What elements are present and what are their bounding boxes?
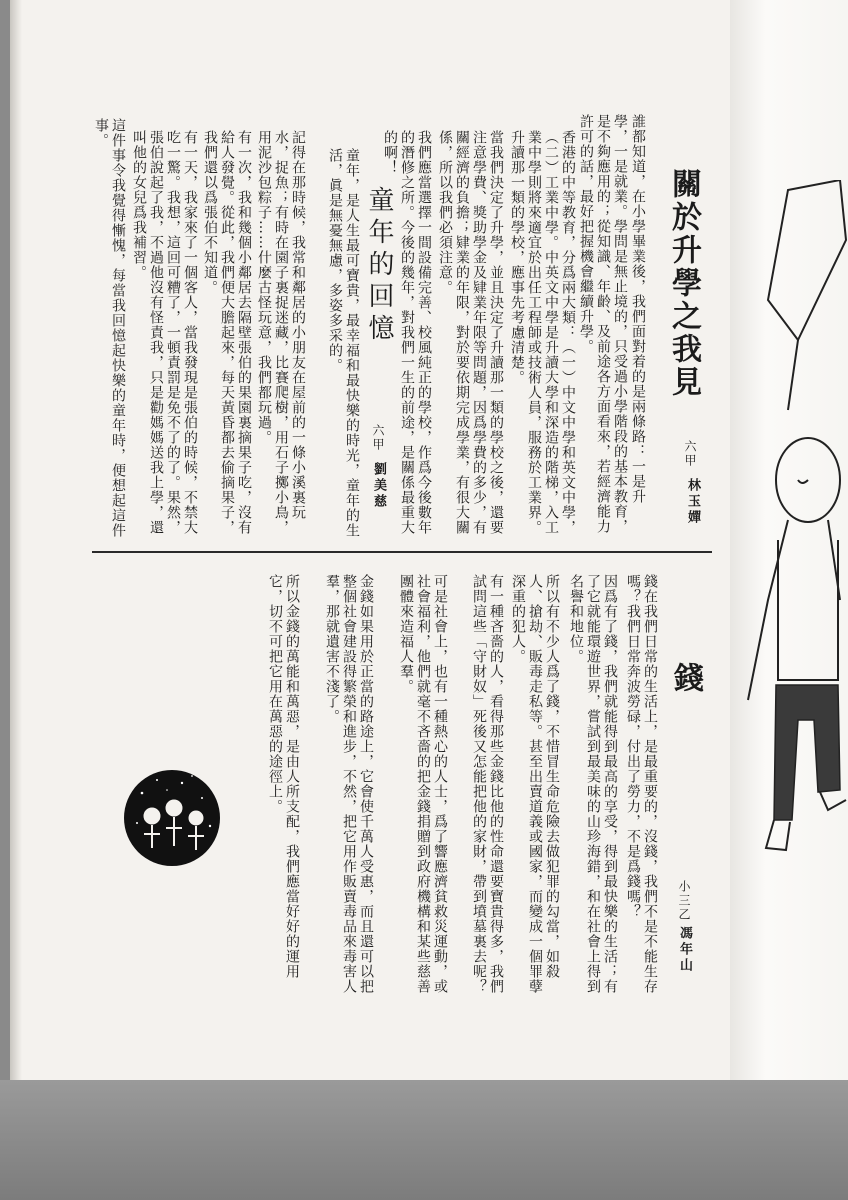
article1-byline-class: 六甲	[683, 440, 697, 468]
article2-paragraph-2: 記得在那時候，我常和鄰居的小朋友在屋前的一條小溪裏玩水，捉魚；有時在園子裏捉迷藏，比賽爬樹，用石子擲小鳥，用泥沙包粽子……什麼古怪玩意，我們都玩過。	[256, 130, 306, 535]
article3-paragraph-3: 所以有不少人爲了錢，不惜冒生命危險去做犯罪的勾當，如殺人、搶劫、販毒走私等。甚至出賣道義或國家，而變成一個罪孽深重的犯人。	[510, 574, 560, 994]
article3-byline-name: 馮年山	[677, 926, 692, 974]
article2-paragraph-4: 有一天，我家來了一個客人，當我發現是張伯的時候，不禁大吃一驚。我想，這回可糟了，一頓責罰是免不了的了。果然，張伯說起了我，不過他沒有怪責我，只是勸媽媽送我上學，還叫他的女兒爲我補習。	[131, 130, 198, 535]
article2-paragraph-1: 童年，是人生最可寶貴，最幸福和最快樂的時光，童年的生活，眞是無憂無慮，多姿多采的。	[327, 148, 360, 538]
night-sky-children-illustration	[122, 768, 222, 868]
article3-paragraph-1: 錢在我們日常的生活上，是最重要的，沒錢，我們不是不能生存嗎？我們日常奔波勞碌，付出了勞力，不是爲錢嗎？	[625, 574, 658, 994]
boy-with-kite-drawing	[728, 180, 848, 900]
article2-paragraph-5: 這件事令我覺得慚愧，每當我回憶起快樂的童年時，便想起這件事。	[93, 118, 126, 538]
article1-paragraph-4: 我們應當選擇一間設備完善、校風純正的學校，作爲今後數年的潛修之所。今後的幾年，對我們一生的前途，是關係最重大的啊！	[382, 130, 432, 535]
article2-title: 童年的回憶	[364, 186, 394, 346]
article3-paragraph-2: 因爲有了錢，我們就能得到最高的享受，得到最快樂的生活；有了它就能環遊世界，嘗試到最美味的山珍海錯，和在社會上得到名譽和地位。	[568, 574, 618, 994]
article3-byline-class: 小三乙	[677, 880, 691, 922]
page-edge-shadow	[10, 0, 22, 1080]
article1-paragraph-1: 學，一是就業。學問是無止境的，只受過小學階段的基本教育，是不夠應用的；從知識、年齡、及前途各方面看來，若經濟能力許可的話，最好把握機會繼續升學。	[578, 114, 628, 534]
scan-background	[0, 1080, 848, 1200]
article1-byline-name: 林玉嬋	[685, 478, 700, 526]
article2-byline-class: 六甲	[371, 424, 385, 452]
section-divider	[92, 551, 712, 553]
article3-paragraph-4: 有一種吝嗇的人，看得那些金錢比他的性命還要寶貴得多，我們試問這些「守財奴」死後又怎能把他的家財，帶到墳墓裏去呢？	[471, 574, 504, 994]
article1-lead: 誰都知道，在小學畢業後，我們面對着的是兩條路：一是升	[630, 114, 646, 504]
article1-title: 關於升學之我見	[666, 168, 701, 399]
article1-paragraph-2: 香港的中等教育，分爲兩大類：（一）中文中學和英文中學，（二）工業中學。中英文中學是升讀大學和深造的階梯，入工業中學則將來適宜於出任工程師或技術人員，服務於工業界。升讀那一類的學校，應事先考慮清楚。	[509, 130, 576, 535]
article2-paragraph-3: 有一次，我和幾個小鄰居去隔壁張伯的果園裏摘果子吃，沒有給人發覺。從此，我們便大膽起來，每天黃昏都去偷摘果子，我們還以爲張伯不知道。	[202, 130, 252, 535]
article3-paragraph-5: 可是社會上，也有一種熱心的人士，爲了響應濟貧救災運動，或社會福利，他們就毫不吝嗇的把金錢捐贈到政府機構和某些慈善團體來造福人羣。	[398, 574, 448, 994]
article3-title: 錢	[668, 662, 703, 692]
article2-byline-name: 劉美慈	[371, 462, 386, 510]
article1-paragraph-3: 當我們決定了升學，並且決定了升讀那一類的學校之後，還要注意學費、獎助學金及肄業年限等問題，因爲學費的多少，有關經濟的負擔；肄業的年限，對於要依期完成學業，有很大關係，所以我們必須注意。	[437, 130, 504, 535]
article3-paragraph-6: 金錢如果用於正當的路途上，它會使千萬人受惠，而且還可以把整個社會建設得繁榮和進步，不然，把它用作販賣毒品來毒害人羣，那就遺害不淺了。	[324, 574, 374, 994]
article3-paragraph-7: 所以金錢的萬能和萬惡，是由人所支配，我們應當好好的運用它，切不可把它用在萬惡的途徑上。	[267, 574, 300, 979]
